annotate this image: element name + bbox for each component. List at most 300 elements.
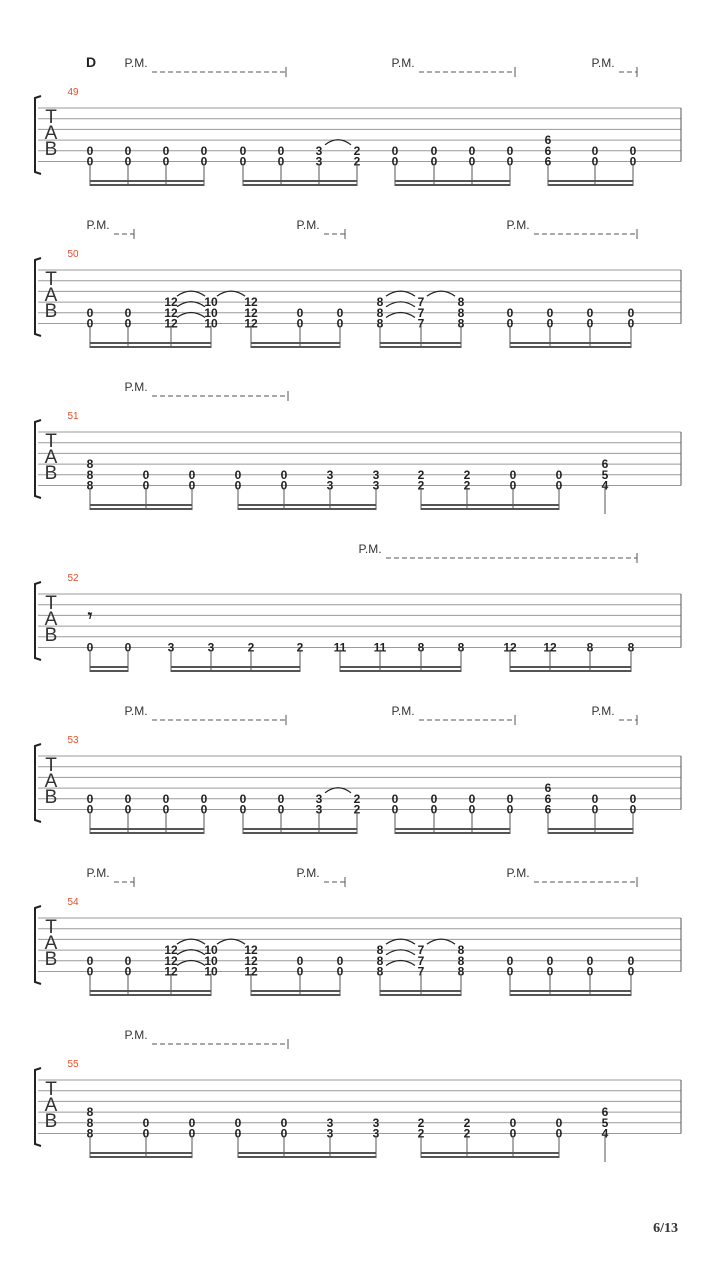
beam	[548, 832, 633, 834]
fret-number: 0	[627, 953, 635, 968]
fret-number: 0	[591, 154, 599, 169]
fret-number: 8	[627, 640, 635, 655]
fret-number: 0	[336, 964, 344, 979]
fret-number: 0	[296, 316, 304, 331]
fret-number: 0	[142, 478, 150, 493]
fret-number: 6	[544, 143, 552, 158]
beam	[243, 832, 357, 834]
measure-number: 55	[67, 1059, 79, 1070]
fret-number: 2	[353, 143, 361, 158]
fret-number: 7	[417, 305, 425, 320]
fret-number: 12	[164, 964, 178, 979]
fret-number: 0	[296, 953, 304, 968]
beam-secondary	[238, 1152, 376, 1154]
fret-number: 5	[601, 1115, 609, 1130]
beam	[340, 670, 461, 672]
fret-number: 0	[162, 154, 170, 169]
fret-number: 6	[544, 802, 552, 817]
palm-mute-label: P.M.	[391, 704, 415, 718]
fret-number: 0	[280, 1126, 288, 1141]
fret-number: 8	[457, 964, 465, 979]
fret-number: 3	[315, 143, 323, 158]
beam-secondary	[90, 342, 211, 344]
fret-number: 12	[503, 640, 517, 655]
fret-number: 0	[200, 143, 208, 158]
fret-number: 0	[239, 143, 247, 158]
tab-clef-letter: A	[44, 933, 58, 954]
tab-clef-letter: T	[45, 593, 57, 614]
fret-number: 0	[591, 143, 599, 158]
fret-number: 0	[391, 154, 399, 169]
fret-number: 0	[200, 154, 208, 169]
palm-mute-label: P.M.	[124, 704, 148, 718]
fret-number: 3	[315, 802, 323, 817]
fret-number: 0	[277, 154, 285, 169]
tab-clef-letter: B	[44, 1111, 58, 1132]
system-52	[35, 542, 681, 672]
fret-number: 8	[86, 1115, 94, 1130]
fret-number: 0	[555, 467, 563, 482]
fret-number: 0	[296, 305, 304, 320]
fret-number: 0	[555, 1115, 563, 1130]
tab-clef-letter: A	[44, 1095, 58, 1116]
tab-clef-letter: B	[44, 301, 58, 322]
tab-clef-letter: A	[44, 447, 58, 468]
fret-number: 0	[277, 802, 285, 817]
beam	[510, 670, 631, 672]
beam	[90, 1156, 192, 1158]
fret-number: 0	[629, 791, 637, 806]
beam-secondary	[90, 504, 192, 506]
fret-number: 0	[86, 305, 94, 320]
fret-number: 0	[509, 478, 517, 493]
fret-number: 0	[430, 791, 438, 806]
fret-number: 0	[546, 316, 554, 331]
measure-number: 52	[67, 573, 79, 584]
beam-secondary	[90, 180, 204, 182]
fret-number: 0	[336, 316, 344, 331]
fret-number: 0	[188, 1115, 196, 1130]
fret-number: 8	[86, 478, 94, 493]
fret-number: 0	[124, 964, 132, 979]
fret-number: 0	[296, 964, 304, 979]
fret-number: 3	[372, 1126, 380, 1141]
fret-number: 3	[326, 1115, 334, 1130]
tab-clef-letter: T	[45, 755, 57, 776]
fret-number: 3	[315, 154, 323, 169]
fret-number: 12	[244, 295, 258, 310]
fret-number: 6	[601, 1105, 609, 1120]
beam-secondary	[90, 666, 128, 668]
beam-secondary	[243, 180, 357, 182]
beam-secondary	[251, 990, 340, 992]
fret-number: 2	[463, 1126, 471, 1141]
palm-mute-label: P.M.	[124, 56, 148, 70]
beam-secondary	[380, 990, 461, 992]
fret-number: 0	[124, 791, 132, 806]
fret-number: 10	[204, 305, 218, 320]
fret-number: 4	[601, 478, 609, 493]
fret-number: 0	[234, 1115, 242, 1130]
tab-clef-letter: A	[44, 771, 58, 792]
fret-number: 4	[601, 1126, 609, 1141]
fret-number: 0	[86, 154, 94, 169]
fret-number: 10	[204, 953, 218, 968]
fret-number: 8	[376, 295, 384, 310]
fret-number: 3	[372, 478, 380, 493]
fret-number: 8	[457, 640, 465, 655]
fret-number: 3	[326, 1126, 334, 1141]
palm-mute-label: P.M.	[506, 866, 530, 880]
eighth-rest: 𝄾	[87, 606, 93, 627]
fret-number: 0	[239, 791, 247, 806]
system-55	[35, 1028, 681, 1162]
fret-number: 12	[164, 316, 178, 331]
fret-number: 0	[555, 1126, 563, 1141]
fret-number: 0	[586, 964, 594, 979]
fret-number: 0	[555, 478, 563, 493]
fret-number: 7	[417, 964, 425, 979]
fret-number: 12	[543, 640, 557, 655]
fret-number: 11	[333, 640, 347, 655]
beam	[380, 346, 461, 348]
beam	[251, 994, 340, 996]
fret-number: 2	[463, 1115, 471, 1130]
fret-number: 0	[546, 305, 554, 320]
fret-number: 7	[417, 953, 425, 968]
fret-number: 2	[296, 640, 304, 655]
fret-number: 0	[200, 791, 208, 806]
fret-number: 0	[162, 143, 170, 158]
fret-number: 0	[142, 1126, 150, 1141]
palm-mute-label: P.M.	[591, 56, 615, 70]
fret-number: 0	[162, 802, 170, 817]
fret-number: 0	[468, 143, 476, 158]
fret-number: 6	[544, 133, 552, 148]
fret-number: 0	[506, 791, 514, 806]
beam-secondary	[510, 342, 631, 344]
tab-clef-letter: B	[44, 949, 58, 970]
beam-secondary	[510, 666, 631, 668]
fret-number: 6	[601, 457, 609, 472]
palm-mute-label: P.M.	[124, 380, 148, 394]
fret-number: 8	[376, 943, 384, 958]
tab-clef-letter: T	[45, 269, 57, 290]
fret-number: 3	[372, 467, 380, 482]
fret-number: 0	[124, 953, 132, 968]
tab-clef-letter: T	[45, 1079, 57, 1100]
beam	[243, 184, 357, 186]
fret-number: 2	[353, 154, 361, 169]
fret-number: 0	[280, 1115, 288, 1130]
fret-number: 6	[544, 781, 552, 796]
fret-number: 3	[167, 640, 175, 655]
fret-number: 12	[244, 943, 258, 958]
fret-number: 3	[207, 640, 215, 655]
fret-number: 0	[188, 467, 196, 482]
fret-number: 2	[353, 802, 361, 817]
system-54	[35, 866, 681, 996]
tab-clef-letter: B	[44, 787, 58, 808]
beam-secondary	[340, 666, 461, 668]
fret-number: 11	[373, 640, 387, 655]
tab-clef-letter: T	[45, 107, 57, 128]
fret-number: 0	[391, 791, 399, 806]
fret-number: 2	[417, 1126, 425, 1141]
tab-clef-letter: A	[44, 285, 58, 306]
fret-number: 0	[124, 316, 132, 331]
fret-number: 8	[86, 467, 94, 482]
fret-number: 0	[506, 305, 514, 320]
beam	[251, 346, 340, 348]
fret-number: 0	[239, 802, 247, 817]
fret-number: 12	[244, 953, 258, 968]
beam	[548, 184, 633, 186]
fret-number: 0	[124, 305, 132, 320]
tab-clef-letter: A	[44, 123, 58, 144]
fret-number: 0	[627, 316, 635, 331]
measure-number: 50	[67, 249, 79, 260]
palm-mute-label: P.M.	[296, 218, 320, 232]
fret-number: 5	[601, 467, 609, 482]
fret-number: 0	[277, 143, 285, 158]
fret-number: 12	[244, 316, 258, 331]
fret-number: 0	[142, 1115, 150, 1130]
fret-number: 0	[506, 316, 514, 331]
palm-mute-label: P.M.	[86, 218, 110, 232]
fret-number: 0	[586, 305, 594, 320]
fret-number: 3	[315, 791, 323, 806]
fret-number: 0	[627, 305, 635, 320]
fret-number: 8	[586, 640, 594, 655]
fret-number: 0	[86, 791, 94, 806]
beam-secondary	[90, 990, 211, 992]
fret-number: 0	[162, 791, 170, 806]
fret-number: 0	[509, 467, 517, 482]
measure-number: 49	[67, 87, 79, 98]
fret-number: 0	[509, 1126, 517, 1141]
fret-number: 7	[417, 943, 425, 958]
beam	[380, 994, 461, 996]
fret-number: 0	[86, 640, 94, 655]
fret-number: 8	[86, 1126, 94, 1141]
fret-number: 0	[234, 1126, 242, 1141]
beam	[421, 1156, 559, 1158]
beam	[395, 832, 510, 834]
fret-number: 2	[463, 467, 471, 482]
fret-number: 0	[546, 964, 554, 979]
beam	[421, 508, 559, 510]
tab-clef-letter: T	[45, 917, 57, 938]
fret-number: 6	[544, 154, 552, 169]
fret-number: 0	[86, 143, 94, 158]
fret-number: 6	[544, 791, 552, 806]
beam	[90, 994, 211, 996]
fret-number: 12	[244, 964, 258, 979]
fret-number: 0	[586, 953, 594, 968]
beam	[510, 346, 631, 348]
system-50	[35, 218, 681, 348]
fret-number: 0	[391, 143, 399, 158]
fret-number: 8	[457, 943, 465, 958]
beam-secondary	[238, 504, 376, 506]
fret-number: 0	[280, 478, 288, 493]
fret-number: 0	[336, 953, 344, 968]
fret-number: 0	[506, 154, 514, 169]
fret-number: 3	[326, 467, 334, 482]
fret-number: 10	[204, 295, 218, 310]
beam-secondary	[90, 1152, 192, 1154]
beam	[238, 1156, 376, 1158]
fret-number: 10	[204, 964, 218, 979]
fret-number: 0	[506, 953, 514, 968]
fret-number: 2	[247, 640, 255, 655]
beam	[90, 508, 192, 510]
fret-number: 0	[506, 143, 514, 158]
fret-number: 0	[188, 1126, 196, 1141]
fret-number: 0	[280, 467, 288, 482]
fret-number: 12	[244, 305, 258, 320]
beam	[395, 184, 510, 186]
fret-number: 10	[204, 943, 218, 958]
palm-mute-label: P.M.	[506, 218, 530, 232]
beam	[90, 670, 128, 672]
beam-secondary	[421, 504, 559, 506]
fret-number: 0	[509, 1115, 517, 1130]
fret-number: 2	[417, 478, 425, 493]
fret-number: 0	[234, 478, 242, 493]
beam-secondary	[548, 180, 633, 182]
fret-number: 0	[430, 143, 438, 158]
fret-number: 0	[506, 802, 514, 817]
fret-number: 8	[376, 316, 384, 331]
fret-number: 0	[124, 143, 132, 158]
fret-number: 2	[417, 1115, 425, 1130]
fret-number: 0	[124, 640, 132, 655]
fret-number: 2	[463, 478, 471, 493]
palm-mute-label: P.M.	[86, 866, 110, 880]
beam	[90, 346, 211, 348]
fret-number: 3	[372, 1115, 380, 1130]
section-marker: D	[85, 54, 97, 70]
tab-clef-letter: B	[44, 463, 58, 484]
fret-number: 0	[468, 802, 476, 817]
fret-number: 0	[239, 154, 247, 169]
tab-clef-letter: B	[44, 139, 58, 160]
fret-number: 0	[591, 802, 599, 817]
palm-mute-label: P.M.	[358, 542, 382, 556]
fret-number: 0	[629, 143, 637, 158]
page-number: 6/13	[653, 1221, 678, 1236]
beam-secondary	[171, 666, 300, 668]
system-51	[35, 380, 681, 514]
fret-number: 8	[457, 953, 465, 968]
beam	[90, 832, 204, 834]
fret-number: 0	[468, 154, 476, 169]
fret-number: 0	[336, 305, 344, 320]
fret-number: 0	[86, 953, 94, 968]
beam-secondary	[421, 1152, 559, 1154]
fret-number: 0	[629, 802, 637, 817]
fret-number: 2	[417, 467, 425, 482]
beam	[510, 994, 631, 996]
fret-number: 8	[376, 964, 384, 979]
fret-number: 0	[391, 802, 399, 817]
fret-number: 3	[326, 478, 334, 493]
tab-clef-letter: B	[44, 625, 58, 646]
palm-mute-label: P.M.	[296, 866, 320, 880]
system-49	[35, 54, 681, 186]
fret-number: 12	[164, 305, 178, 320]
fret-number: 12	[164, 295, 178, 310]
fret-number: 12	[164, 943, 178, 958]
fret-number: 2	[353, 791, 361, 806]
fret-number: 0	[468, 791, 476, 806]
palm-mute-label: P.M.	[124, 1028, 148, 1042]
fret-number: 8	[457, 305, 465, 320]
fret-number: 7	[417, 295, 425, 310]
beam-secondary	[380, 342, 461, 344]
beam-secondary	[510, 990, 631, 992]
beam-secondary	[548, 828, 633, 830]
fret-number: 8	[457, 316, 465, 331]
fret-number: 0	[86, 964, 94, 979]
measure-number: 54	[67, 897, 79, 908]
beam	[238, 508, 376, 510]
beam-secondary	[395, 180, 510, 182]
fret-number: 0	[234, 467, 242, 482]
fret-number: 10	[204, 316, 218, 331]
fret-number: 0	[86, 316, 94, 331]
fret-number: 0	[546, 953, 554, 968]
beam-secondary	[251, 342, 340, 344]
fret-number: 8	[457, 295, 465, 310]
tab-clef-letter: T	[45, 431, 57, 452]
fret-number: 0	[188, 478, 196, 493]
beam-secondary	[395, 828, 510, 830]
fret-number: 8	[86, 1105, 94, 1120]
fret-number: 0	[142, 467, 150, 482]
fret-number: 0	[591, 791, 599, 806]
fret-number: 0	[200, 802, 208, 817]
fret-number: 0	[277, 791, 285, 806]
fret-number: 12	[164, 953, 178, 968]
fret-number: 8	[376, 305, 384, 320]
system-53	[35, 704, 681, 834]
fret-number: 0	[627, 964, 635, 979]
beam-secondary	[90, 828, 204, 830]
measure-number: 51	[67, 411, 79, 422]
fret-number: 0	[124, 802, 132, 817]
beam	[171, 670, 300, 672]
fret-number: 0	[506, 964, 514, 979]
fret-number: 8	[86, 457, 94, 472]
palm-mute-label: P.M.	[591, 704, 615, 718]
fret-number: 0	[124, 154, 132, 169]
fret-number: 8	[376, 953, 384, 968]
fret-number: 0	[86, 802, 94, 817]
measure-number: 53	[67, 735, 79, 746]
fret-number: 0	[586, 316, 594, 331]
fret-number: 0	[629, 154, 637, 169]
beam	[90, 184, 204, 186]
fret-number: 8	[417, 640, 425, 655]
fret-number: 0	[430, 154, 438, 169]
palm-mute-label: P.M.	[391, 56, 415, 70]
fret-number: 7	[417, 316, 425, 331]
beam-secondary	[243, 828, 357, 830]
fret-number: 0	[430, 802, 438, 817]
